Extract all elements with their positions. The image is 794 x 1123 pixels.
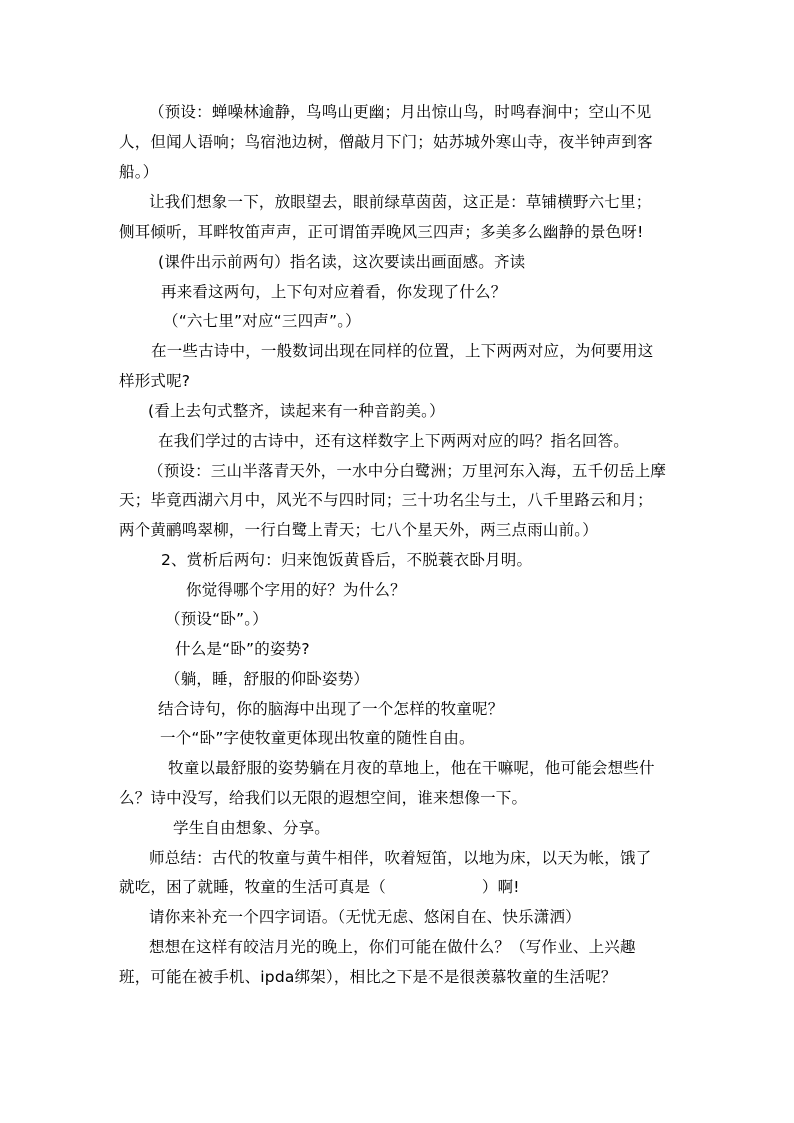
paragraph-line-10: 样形式呢?	[119, 372, 191, 390]
paragraph-line-22: 一个“卧”字使牧童更体现出牧童的随性自由。	[160, 729, 475, 747]
paragraph-line-4: 让我们想象一下，放眼望去，眼前绿草茵茵，这正是：草铺横野六七里；	[149, 193, 652, 211]
paragraph-line-9: 在一些古诗中，一般数词出现在同样的位置，上下两两对应，为何要用这	[151, 342, 654, 360]
paragraph-line-25: 学生自由想象、分享。	[173, 819, 331, 837]
paragraph-line-20: （躺，睡，舒服的仰卧姿势）	[165, 670, 370, 688]
fill-in-prompt: 就吃，困了就睡，牧童的生活可真是（	[119, 878, 386, 896]
paragraph-line-26: 师总结：古代的牧童与黄牛相伴，吹着短笛，以地为床，以天为帐，饿了	[149, 849, 652, 867]
fill-in-tail: ）啊!	[481, 878, 520, 896]
paragraph-line-6: (课件出示前两句）指名读，这次要读出画面感。齐读	[158, 253, 526, 271]
paragraph-line-27	[119, 877, 520, 897]
paragraph-line-29: 想想在这样有皎洁月光的晚上，你们可能在做什么？（写作业、上兴趣	[149, 938, 636, 956]
paragraph-line-12: 在我们学过的古诗中，还有这样数字上下两两对应的吗？指名回答。	[158, 432, 630, 450]
paragraph-line-1: （预设：蝉噪林逾静，鸟鸣山更幽；月出惊山鸟，时鸣春涧中；空山不见	[149, 103, 652, 121]
paragraph-line-14: 天；毕竟西湖六月中，风光不与四时同；三十功名尘与土，八千里路云和月；	[119, 491, 653, 509]
paragraph-line-7: 再来看这两句，上下句对应着看，你发现了什么？	[161, 283, 507, 301]
paragraph-line-28: 请你来补充一个四字词语。（无忧无虑、悠闲自在、快乐潇洒）	[149, 908, 581, 926]
paragraph-line-2: 人，但闻人语响；鸟宿池边树，僧敲月下门；姑苏城外寒山寺，夜半钟声到客	[119, 133, 653, 151]
paragraph-line-18: （预设“卧”。）	[165, 610, 268, 628]
paragraph-line-3: 船。）	[119, 163, 159, 181]
paragraph-line-24: 么？诗中没写，给我们以无限的遐想空间，谁来想像一下。	[119, 789, 528, 807]
paragraph-line-17: 你觉得哪个字用的好？为什么？	[186, 581, 406, 599]
paragraph-line-15: 两个黄鹂鸣翠柳，一行白鹭上青天；七八个星天外，两三点雨山前。）	[119, 521, 598, 539]
paragraph-line-19: 什么是“卧”的姿势?	[175, 640, 310, 658]
paragraph-line-16: 2、赏析后两句：归来饱饭黄昏后，不脱蓑衣卧月明。	[161, 551, 533, 569]
paragraph-line-30: 班，可能在被手机、ipda绑架），相比之下是不是很羡慕牧童的生活呢？	[119, 968, 617, 986]
paragraph-line-21: 结合诗句，你的脑海中出现了一个怎样的牧童呢？	[158, 700, 504, 718]
paragraph-line-5: 侧耳倾听，耳畔牧笛声声，正可谓笛弄晚风三四声；多美多么幽静的景色呀!	[119, 223, 644, 241]
paragraph-line-23: 牧童以最舒服的姿势躺在月夜的草地上，他在干嘛呢，他可能会想些什	[168, 759, 655, 777]
paragraph-line-11: (看上去句式整齐，读起来有一种音韵美。）	[148, 402, 445, 420]
paragraph-line-13: （预设：三山半落青天外，一水中分白鹭洲；万里河东入海，五千仞岳上摩	[148, 462, 667, 480]
paragraph-line-8: （“六七里”对应“三四声”。）	[163, 312, 361, 330]
